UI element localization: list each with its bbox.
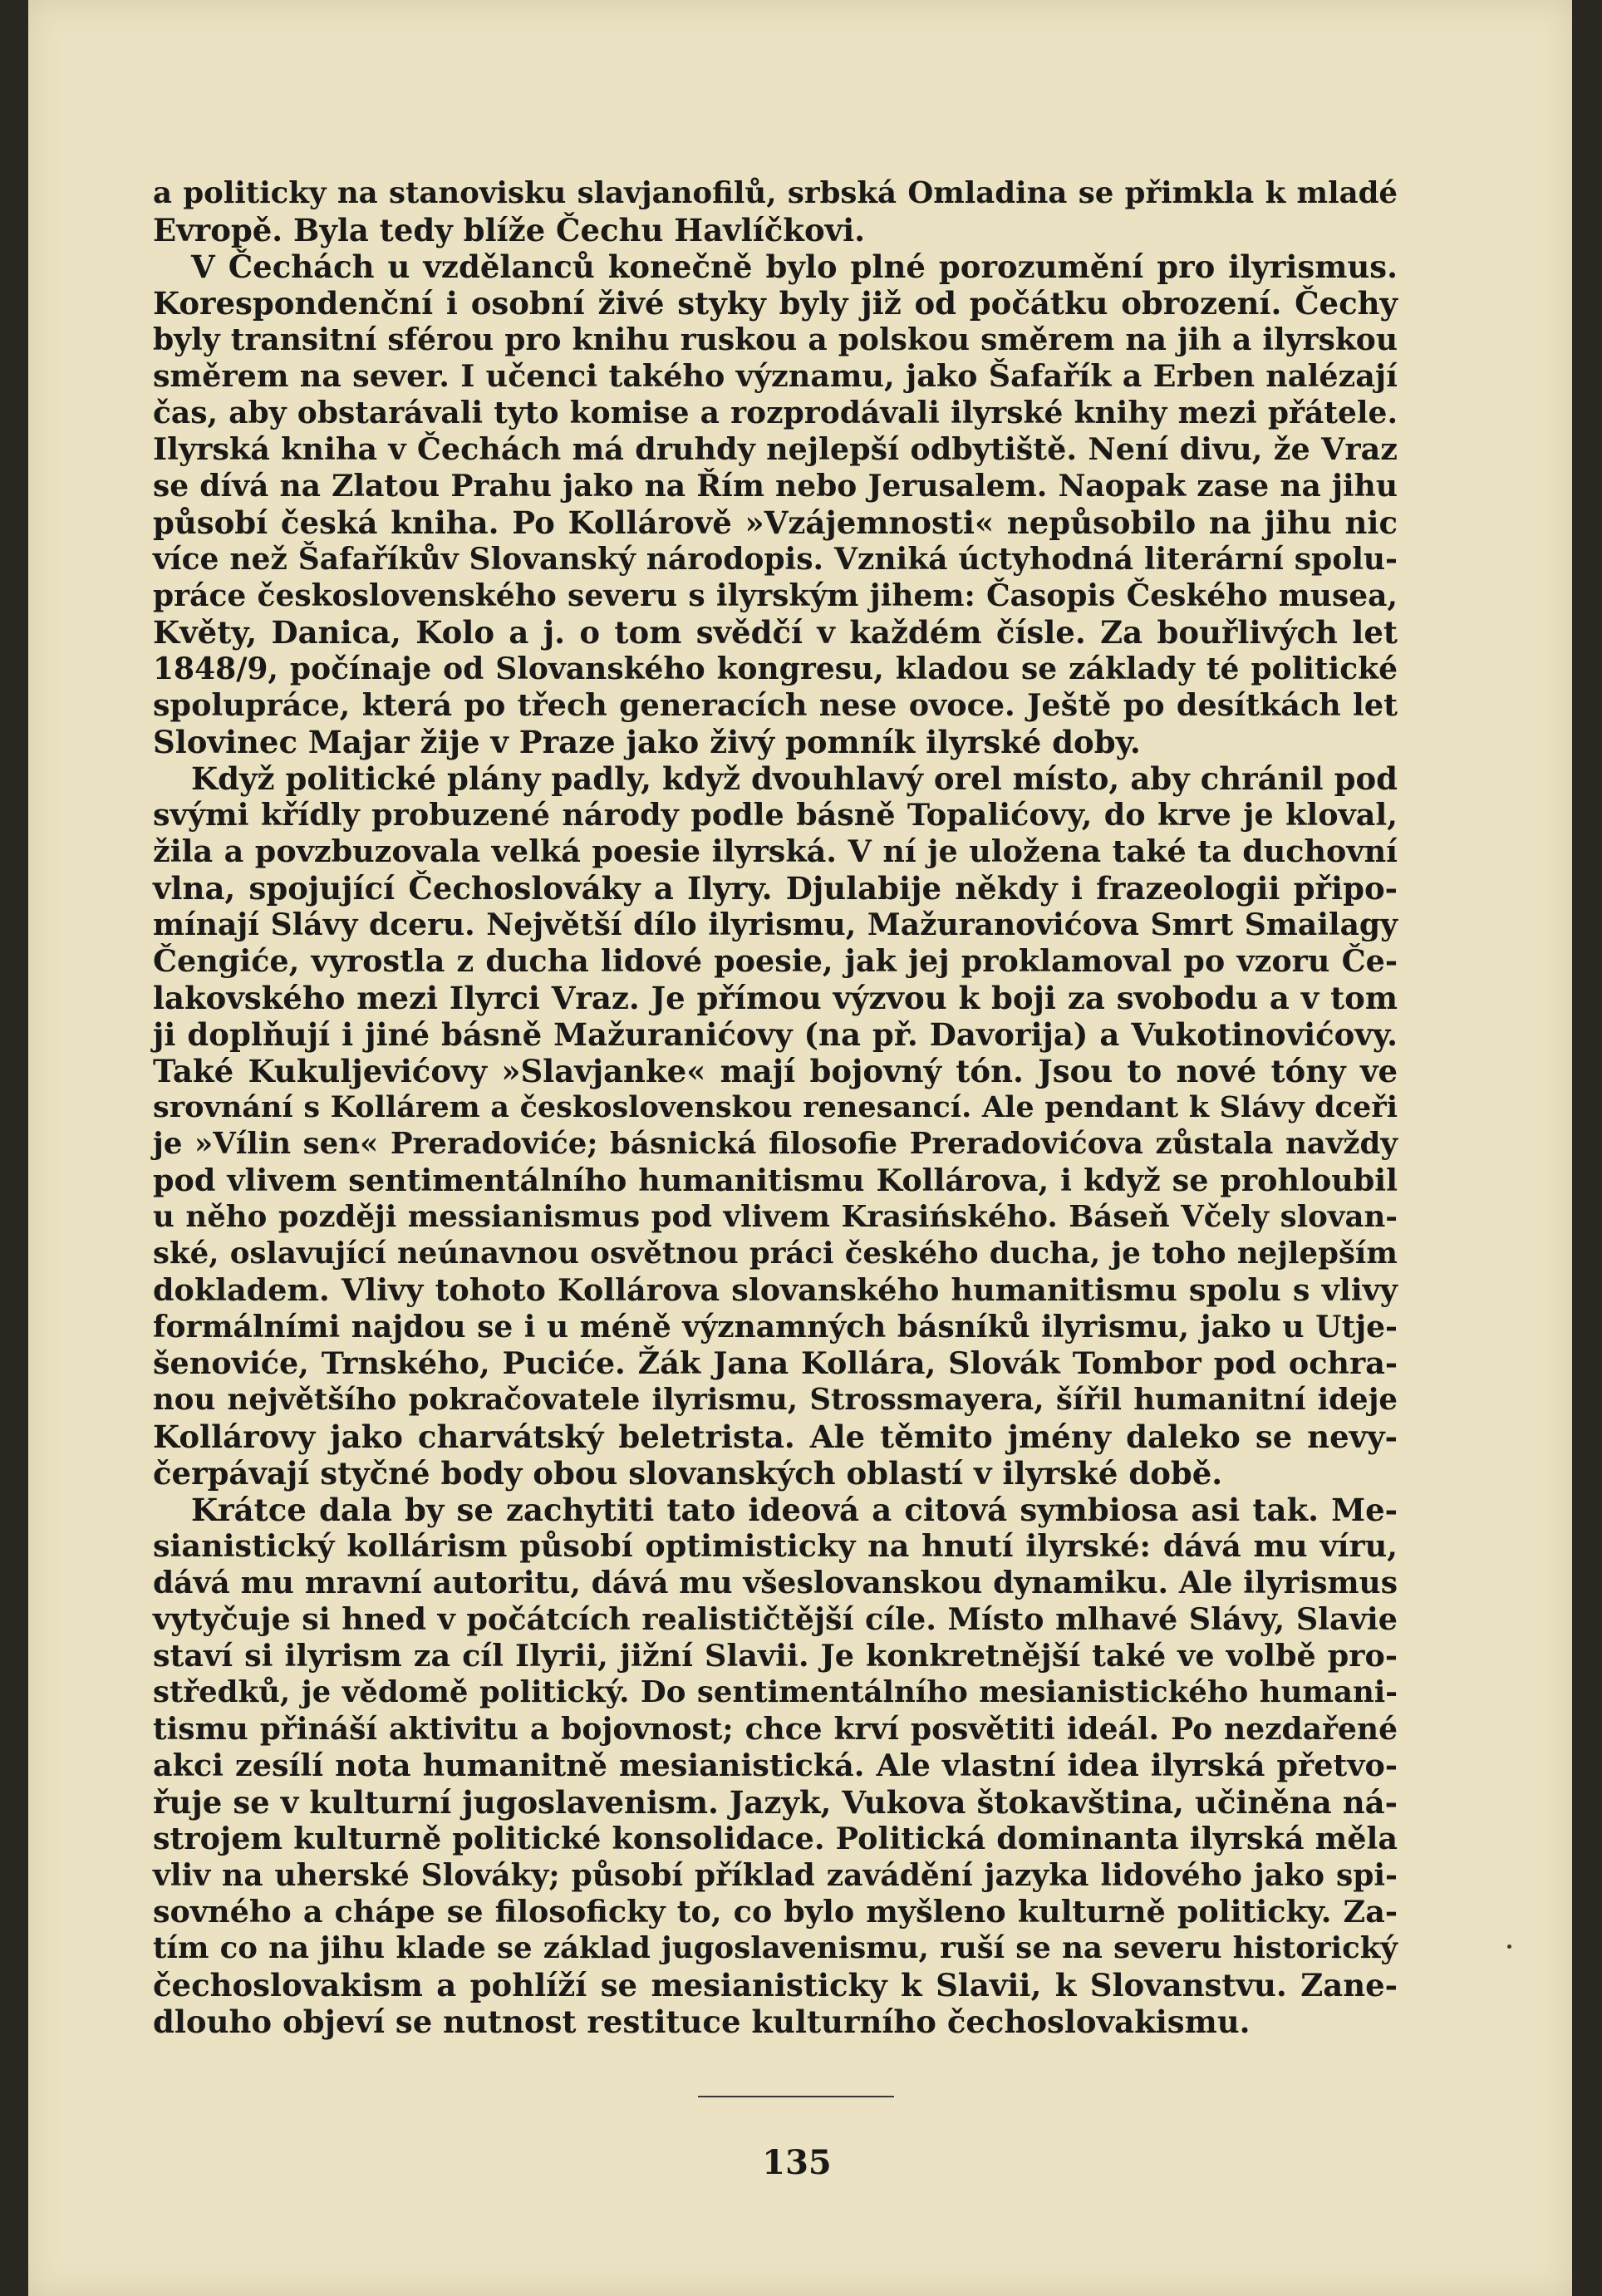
text-line: sovného a chápe se filosoficky to, co bylo myšleno kulturně politicky. Za- [153, 1894, 1398, 1930]
text-line: byly transitní sférou pro knihu ruskou a polskou směrem na jih a ilyrskou [153, 322, 1398, 357]
text-line: akci zesílí nota humanitně mesianistická. Ale vlastní idea ilyrská přetvo- [153, 1748, 1398, 1783]
text-line: vlna, spojující Čechoslováky a Ilyry. Djulabije někdy i frazeologii připo- [153, 870, 1398, 907]
text-line: srovnání s Kollárem a československou renesancí. Ale pendant k Slávy dceři [153, 1090, 1398, 1124]
text-line: více než Šafaříkův Slovanský národopis. Vzniká úctyhodná literární spolu- [153, 542, 1398, 577]
footer-divider [698, 2096, 894, 2097]
text-line: Krátce dala by se zachytiti tato ideová a citová symbiosa asi tak. Me- [191, 1492, 1398, 1528]
text-line: středků, je vědomě politický. Do sentimentálního mesianistického humani- [153, 1675, 1398, 1709]
text-line: Evropě. Byla tedy blíže Čechu Havlíčkovi. [153, 212, 866, 248]
text-line: sianistický kollárism působí optimisticky na hnutí ilyrské: dává mu víru, [153, 1528, 1398, 1564]
page-number: 135 [762, 2143, 832, 2182]
text-line: lakovského mezi Ilyrci Vraz. Je přímou výzvou k boji za svobodu a v tom [153, 980, 1398, 1016]
text-line: řuje se v kulturní jugoslavenism. Jazyk, Vukova štokavština, učiněna ná- [153, 1784, 1398, 1821]
text-line: je »Vílin sen« Preradoviće; básnická filosofie Preradovićova zůstala navždy [153, 1127, 1398, 1161]
text-line: Korespondenční i osobní živé styky byly již od počátku obrození. Čechy [153, 285, 1398, 322]
text-line: formálními najdou se i u méně významných básníků ilyrismu, jako u Utje- [153, 1310, 1398, 1345]
text-line: čas, aby obstarávali tyto komise a rozprodávali ilyrské knihy mezi přátele. [153, 396, 1398, 430]
text-line: 1848/9, počínaje od Slovanského kongresu, kladou se základy té politické [153, 651, 1398, 686]
text-line: a politicky na stanovisku slavjanofilů, srbská Omladina se přimkla k mladé [153, 176, 1398, 210]
text-line: Kollárovy jako charvátský beletrista. Ale těmito jmény daleko se nevy- [153, 1418, 1398, 1455]
text-line: Když politické plány padly, když dvouhlavý orel místo, aby chránil pod [191, 760, 1398, 797]
text-line: ji doplňují i jiné básně Mažuranićovy (na př. Davorija) a Vukotinovićovy. [153, 1016, 1398, 1053]
text-line: dokladem. Vlivy tohoto Kollárova slovanského humanitismu spolu s vlivy [153, 1272, 1398, 1308]
book-page [28, 0, 1572, 2296]
text-line: V Čechách u vzdělanců konečně bylo plné porozumění pro ilyrismus. [191, 248, 1398, 285]
text-line: Čengiće, vyrostla z ducha lidové poesie, jak jej proklamoval po vzoru Če- [153, 943, 1398, 979]
text-line: tismu přináší aktivitu a bojovnost; chce krví posvětiti ideál. Po nezdařené [153, 1712, 1398, 1747]
text-line: strojem kulturně politické konsolidace. Politická dominanta ilyrská měla [153, 1821, 1398, 1856]
body-text [153, 172, 1398, 2058]
text-line: čechoslovakism a pohlíží se mesianisticky k Slavii, k Slovanstvu. Zane- [153, 1967, 1398, 2003]
text-line: se dívá na Zlatou Prahu jako na Řím nebo Jerusalem. Naopak zase na jihu [153, 469, 1398, 504]
text-line: staví si ilyrism za cíl Ilyrii, jižní Slavii. Je konkretnější také ve volbě pro- [153, 1638, 1398, 1674]
text-line: svými křídly probuzené národy podle básně Topalićovy, do krve je kloval, [153, 797, 1398, 833]
text-line: dlouho objeví se nutnost restituce kulturního čechoslovakismu. [153, 2003, 1251, 2040]
text-line: šenoviće, Trnského, Puciće. Žák Jana Kollára, Slovák Tombor pod ochra- [153, 1345, 1398, 1381]
text-line: dává mu mravní autoritu, dává mu všeslovanskou dynamiku. Ale ilyrismus [153, 1566, 1398, 1600]
text-line: práce československého severu s ilyrským jihem: Časopis Českého musea, [153, 578, 1398, 613]
text-line: nou největšího pokračovatele ilyrismu, Strossmayera, šířil humanitní ideje [153, 1383, 1398, 1417]
text-line: žila a povzbuzovala velká poesie ilyrská. V ní je uložena také ta duchovní [153, 833, 1398, 869]
text-line: Ilyrská kniha v Čechách má druhdy nejlepší odbytiště. Není divu, že Vraz [153, 431, 1398, 467]
text-line: směrem na sever. I učenci takého významu, jako Šafařík a Erben nalézají [153, 358, 1398, 394]
text-line: Slovinec Majar žije v Praze jako živý pomník ilyrské doby. [153, 724, 1141, 760]
text-line: u něho později messianismus pod vlivem Krasińského. Báseň Včely slovan- [153, 1200, 1398, 1234]
text-line: tím co na jihu klade se základ jugoslavenismu, ruší se na severu historický [153, 1931, 1398, 1965]
text-line: čerpávají styčné body obou slovanských oblastí v ilyrské době. [153, 1455, 1223, 1492]
text-line: vytyčuje si hned v počátcích realističtější cíle. Místo mlhavé Slávy, Slavie [153, 1601, 1398, 1637]
text-line: Květy, Danica, Kolo a j. o tom svědčí v každém čísle. Za bouřlivých let [153, 614, 1398, 651]
text-line: mínají Slávy dceru. Největší dílo ilyrismu, Mažuranovićova Smrt Smailagy [153, 907, 1398, 942]
text-line: Také Kukuljevićovy »Slavjanke« mají bojovný tón. Jsou to nové tóny ve [153, 1053, 1398, 1089]
text-line: ské, oslavující neúnavnou osvětnou práci českého ducha, je toho nejlepším [153, 1236, 1398, 1271]
text-line: pod vlivem sentimentálního humanitismu Kollárova, i když se prohloubil [153, 1163, 1398, 1198]
text-line: působí česká kniha. Po Kollárově »Vzájemnosti« nepůsobilo na jihu nic [153, 504, 1398, 541]
text-line: vliv na uherské Slováky; působí příklad zavádění jazyka lidového jako spi- [153, 1858, 1398, 1893]
paper-speck [1507, 1944, 1511, 1949]
text-line: spolupráce, která po třech generacích nese ovoce. Ještě po desítkách let [153, 687, 1398, 723]
